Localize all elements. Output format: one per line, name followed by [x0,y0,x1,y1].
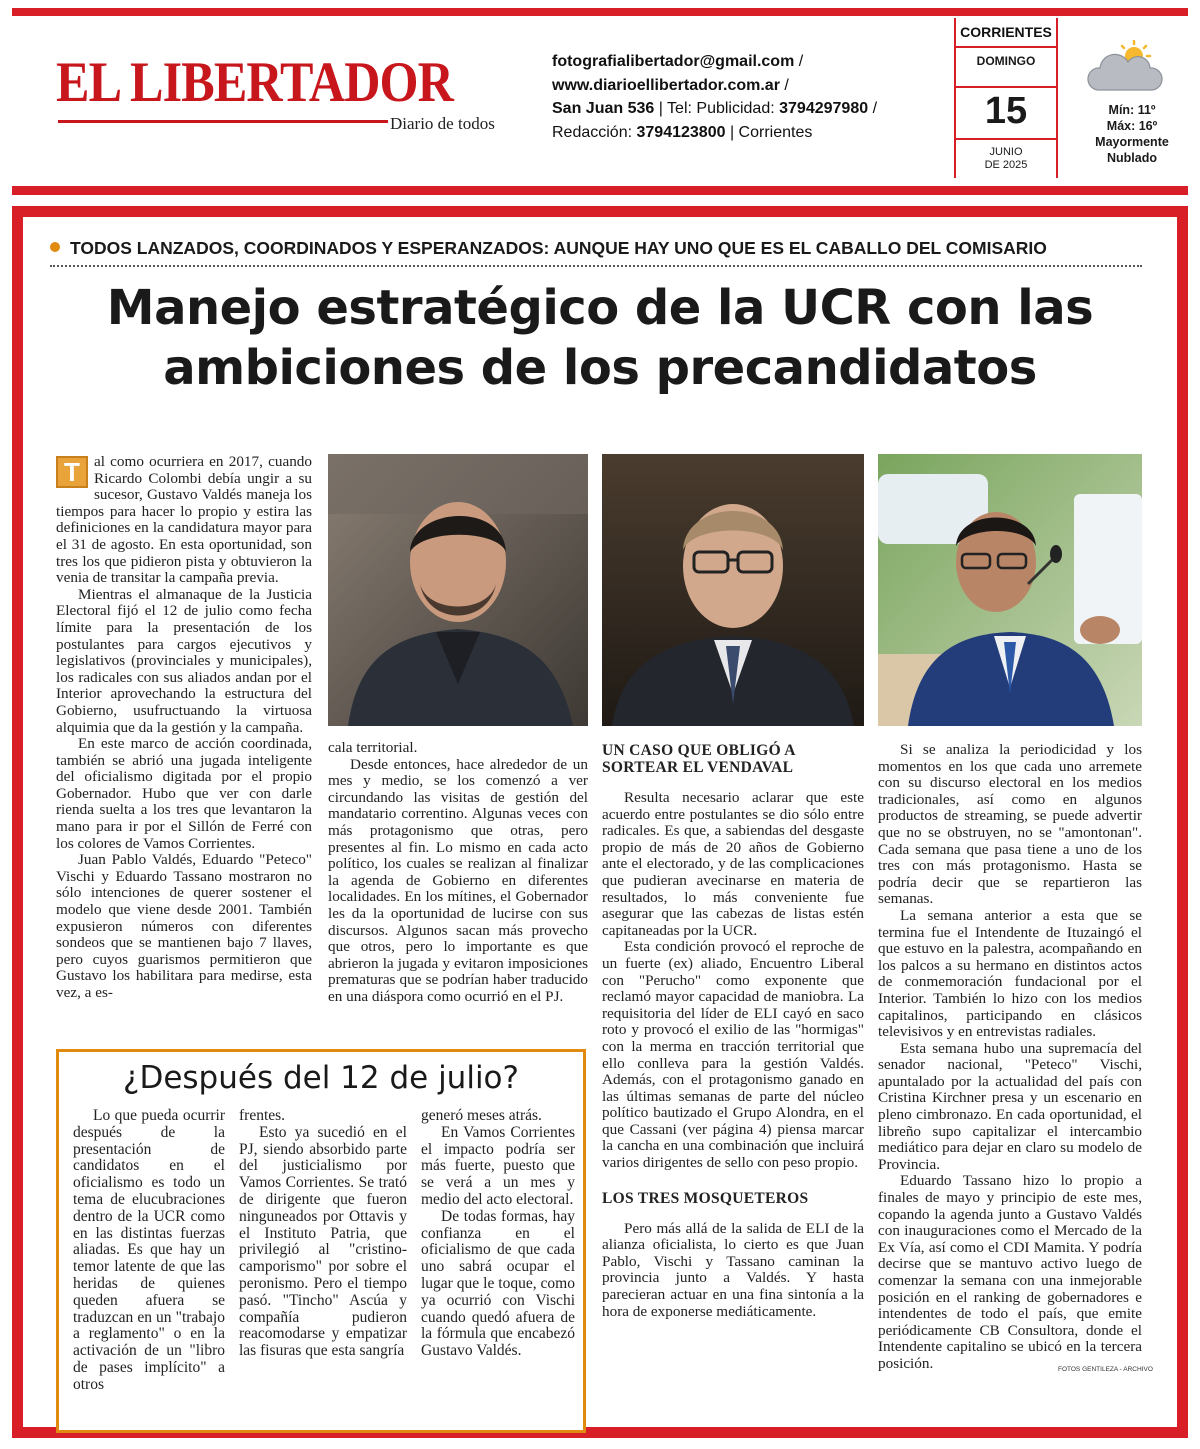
logo-underline [58,120,388,123]
article-column-2 [328,740,588,1006]
paragraph: Si se analiza la periodicidad y los momentos en los que cada uno arremete con su discurso electoral en los medios tradicionales, así como en algunos productos de streaming, se puede advertir que no se obstruyen, no se "amontonan". Cada semana que pasa tiene a uno de los tres con más protagonismo. Hasta se podría decir que se repartieron las semanas. [878,741,1142,908]
date-city: CORRIENTES [960,24,1052,40]
article-headline: Manejo estratégico de la UCR con las ambiciones de los precandidatos [106,280,1094,396]
paragraph: T al como ocurriera en 2017, cuando Ricardo Colombi debía ungir a su sucesor, Gustavo Valdés maneja los tiempos para hacer lo propio y estira las definiciones en la candidatura mayor para el 31 de agosto. En esta oportunidad, son tres los que pidieron pista y obtuvieron la venia de transitar la campaña previa. [56,453,312,587]
paragraph: generó meses atrás. [421,1107,542,1124]
paragraph: Juan Pablo Valdés, Eduardo "Peteco" Vischi y Eduardo Tassano mostraron no sólo intenciones de querer sostener el modelo que viene desde 2001. También expusieron números con diferentes sondeos que se mantienen bajo 7 llaves, pero cuyos guarismos permitieron que Gustavo los habilitara para medirse, esta vez, a es- [56,851,312,1001]
paragraph: Esta semana hubo una supremacía del senador nacional, "Peteco" Vischi, apuntalado por la actualidad del país con Cristina Kirchner presa y un escenario en pleno cimbronazo. En cada oportunidad, el libreño supo capitalizar el intercambio mediático para dejar en claro su modelo de Provincia. [878,1039,1142,1173]
sidebar-box [56,1049,586,1433]
email-link[interactable]: fotografialibertador@gmail.com [552,53,795,70]
sidebar-column-3 [421,1108,575,1360]
contact-line-4: Redacción: 3794123800 | Corrientes [552,123,813,141]
sidebar-column-1 [73,1108,225,1394]
photo-credit: FOTOS GENTILEZA - ARCHIVO [1058,1366,1153,1373]
paragraph: frentes. [239,1107,286,1124]
logo-wordmark: EL LIBERTADOR [56,51,454,114]
portrait-image [328,454,588,726]
sidebar-title: ¿Después del 12 de julio? [123,1060,519,1096]
article-column-1 [56,454,312,1002]
paragraph: cala territorial. [328,739,418,756]
subheading: UN CASO QUE OBLIGÓ A SORTEAR EL VENDAVAL [602,742,795,776]
contact-line-2: www.diarioellibertador.com.ar / [552,76,789,94]
masthead-top-bar [12,8,1188,16]
paragraph: Desde entonces, hace alrededor de un mes y medio, se los comenzó a ver circundando las visitas de gestión del mandatario correntino. Algunas veces con más protagonismo que otras, pero presentes al fin. Lo mismo en cada acto político, los cuales se realizan al finalizar la agenda de Gobierno en diferentes localidades. En los mítines, el Gobernador les da la oportunidad de lucirse con sus discursos. Algunos sacan más provecho que otros, pero lo importante es que abrieron la jugada y evitaron imposiciones prematuras que se podrían haber traducido en una diáspora como ocurrió en el PJ. [328,755,588,1005]
kicker-divider [50,265,1142,267]
weather-text [1076,102,1188,166]
drop-cap: T [56,456,88,488]
date-box [954,18,1058,178]
bullet-icon [50,242,60,252]
masthead [12,16,1188,184]
contact-info [552,50,877,144]
paragraph: Esto ya sucedió en el PJ, siendo absorbido parte del justicialismo por Vamos Corrientes. Se trató de dirigente que fueron ninguneados por Ottavis y el Instituto Patria, que privilegió al "cristino-camporismo" por sobre el peronismo. Pero el tiempo pasó. "Tincho" Ascúa y compañía pudieron reacomodarse y empatizar las fisuras que esta sangría [239,1123,407,1360]
sidebar-column-2 [239,1108,407,1360]
weather-condition: Mayormente [1095,135,1169,149]
address: San Juan 536 [552,100,655,117]
paragraph: Resulta necesario aclarar que este acuerdo entre postulantes se dio sólo entre radicales. Es que, a sabiendas del desgaste propio de más de 20 años de Gobierno ante el electorado, y de las complicaciones que pudieran avecinarse en materia de resultados, lo más conveniente fue asegurar que las cabezas de listas estén capitaneadas por la UCR. [602,789,864,939]
paragraph: Pero más allá de la salida de ELI de la alianza oficialista, lo cierto es que Juan Pablo, Vischi y Tassano caminan la provincia junto a Valdés. Y hasta parecieran actuar en una fina sintonía a la hora de exponerse mediáticamente. [602,1219,864,1320]
newsroom-phone: 3794123800 [636,123,726,141]
portrait-image [602,454,864,726]
paragraph: Eduardo Tassano hizo lo propio a finales de mayo y principio de este mes, copando la agenda junto a Gustavo Valdés con inauguraciones como el Mercado de la Ex Vía, así como el CDI Mamita. Y podría decirse que se mantuvo activo luego de comenzar la semana con una inmejorable posición en el ranking de gobernadores e intendentes de todo el país, que emite periódicamente CB Consultora, donde el Intendente capitalino se ubicó en la tercera posición. [878,1172,1142,1372]
date-day-number: 15 [984,90,1028,132]
article-column-3 [602,742,864,1320]
newspaper-logo[interactable] [56,51,495,133]
date-divider [956,46,1056,48]
masthead-bottom-bar [12,186,1188,195]
logo-tagline: Diario de todos [390,114,495,133]
paragraph: En este marco de acción coordinada, también se abrió una jugada inteligente del oficialismo digitada por el propio Gobernador. Hubo que ver con darle rienda suelta a los tres que levantaron la mano para ir por el Sillón de Ferré con los colores de Vamos Corrientes. [56,735,312,852]
portrait-image [878,454,1142,726]
weather-max: Máx: 16º [1106,119,1158,133]
weather-min: Mín: 11º [1108,103,1156,117]
contact-line-1: fotografialibertador@gmail.com / [552,53,804,70]
ad-phone: 3794297980 [779,100,869,117]
paragraph: Lo que pueda ocurrir después de la presentación de candidatos en el oficialismo es todo un tema de elucubraciones dentro de la UCR como en las distintas fuerzas aliadas. Es que hay un temor latente de que las heridas de quienes queden afuera se traduzcan en un "trabajo a reglamento" o en la activación de un "libro de pases implícito" a otros [73,1107,225,1393]
paragraph: La semana anterior a esta que se termina fue el Intendente de Ituzaingó el que estuvo en la palestra, acompañando en los palcos a su hermano en distintos actos de conmemoración fundacional por el Interior. También lo hizo con los medios capitalinos, participando en clásicos televisivos y en entrevistas radiales. [878,906,1142,1041]
photo-eduardo-tassano[interactable] [878,454,1142,726]
date-weekday: DOMINGO [976,54,1036,68]
date-month-year: JUNIO DE 2025 [984,146,1028,171]
article-column-4 [878,742,1142,1373]
paragraph: Mientras el almanaque de la Justicia Electoral fijó el 12 de julio como fecha límite para la presentación de los postulantes para cargos ejecutivos y legislativos (provinciales y municipales), los radicales con sus aliados andan por el Interior aprovechando la estructura del Gobierno, usufructuando la virtuosa alquimia que da la gestión y la campaña. [56,585,312,736]
photo-juan-pablo-valdes[interactable] [328,454,588,726]
paragraph: En Vamos Corrientes el impacto podría ser más fuerte, puesto que se verá a un mes y medio del acto electoral. [421,1123,575,1208]
contact-line-3: San Juan 536 | Tel: Publicidad: 3794297980 / [552,100,878,117]
photo-eduardo-vischi[interactable] [602,454,864,726]
partly-cloudy-icon [1084,40,1164,96]
article-kicker: TODOS LANZADOS, COORDINADOS Y ESPERANZADOS: AUNQUE HAY UNO QUE ES EL CABALLO DEL COMISARIO [50,238,1150,259]
weather-widget [1076,40,1188,180]
website-link[interactable]: www.diarioellibertador.com.ar [552,76,780,94]
date-divider [956,138,1056,140]
date-divider [956,86,1056,88]
subheading: LOS TRES MOSQUETEROS [602,1189,809,1207]
paragraph: Esta condición provocó el reproche de un fuerte (ex) aliado, Encuentro Liberal con "Perucho" como exponente que reclamó mayor capacidad de maniobra. La requisitoria del líder de ELI cayó en saco roto y provocó el exilio de las "hormigas" con la merma en tracción territorial que ello conlleva para la gestión Valdés. Además, con el protagonismo ganado en las últimas semanas de parte del núcleo político bautizado el Grupo Alondra, en el que Cassani (ver página 4) piensa marcar la cancha en una combinación que incluirá varios dirigentes de sello con peso propio. [602,938,864,1172]
paragraph: De todas formas, hay confianza en el oficialismo de que cada uno sabrá ocupar el lugar que le toque, como ya ocurrió con Vischi cuando quedó afuera de la fórmula que encabezó Gustavo Valdés. [421,1207,575,1360]
weather-condition: Nublado [1107,151,1157,165]
